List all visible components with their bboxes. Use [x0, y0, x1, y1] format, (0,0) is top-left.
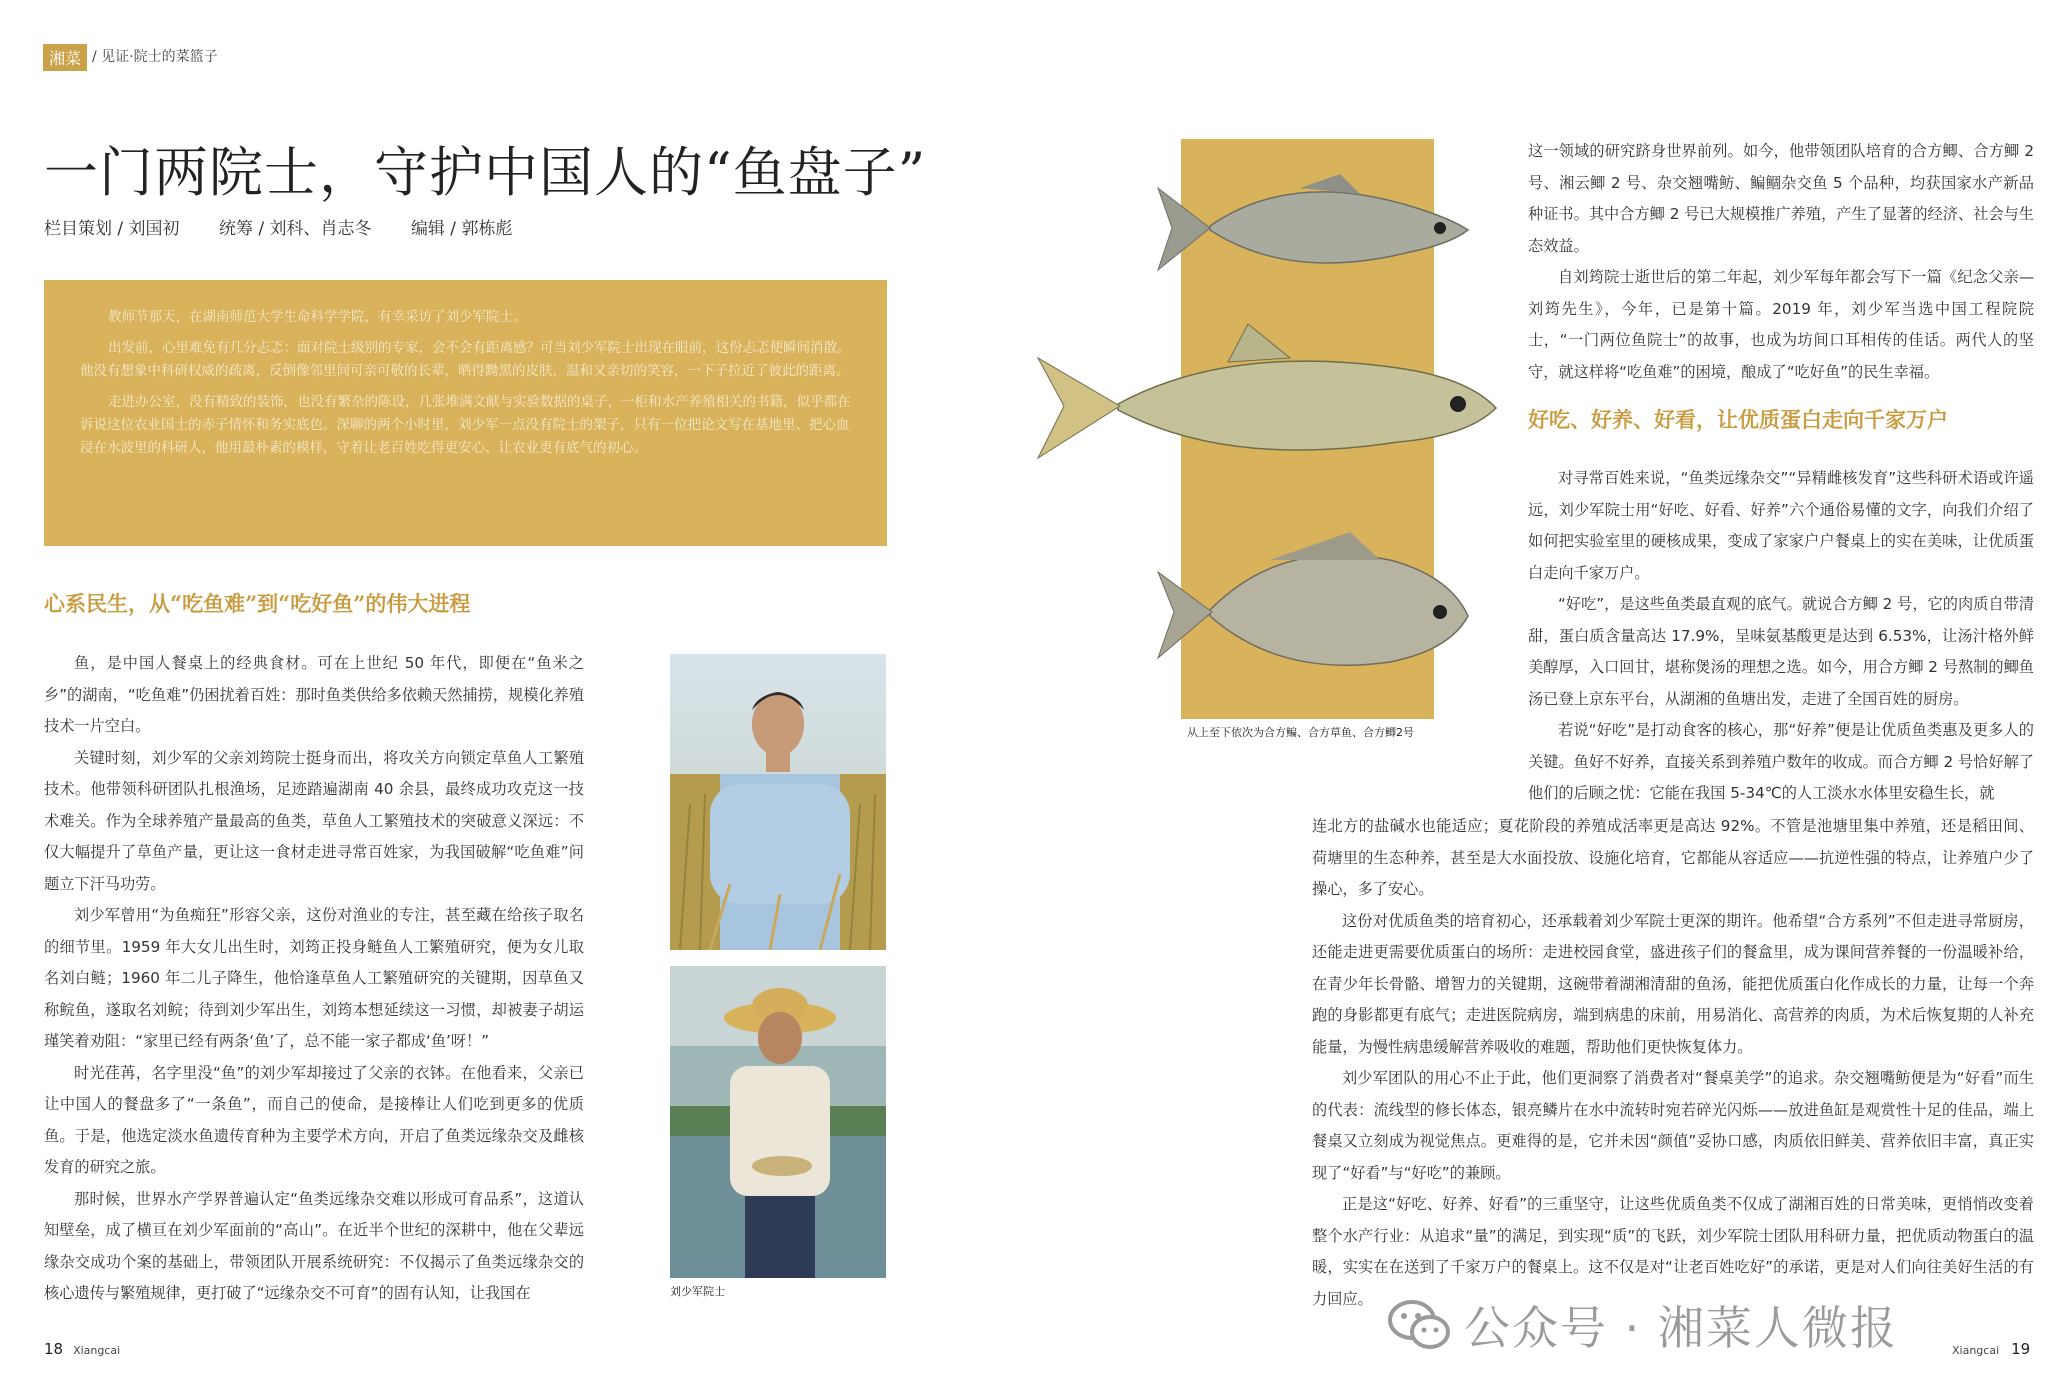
page-number-left: 18 [44, 1340, 64, 1358]
body-paragraph: “好吃”，是这些鱼类最直观的底气。就说合方鲫 2 号，它的肉质自带清甜，蛋白质含量高达 17.9%，呈味氨基酸更是达到 6.53%，让汤汁格外鲜美醇厚，入口回甘，堪称煲汤的理想之选。如今，用合方鲫 2 号熬制的鲫鱼汤已登上京东平台，从湖湘的鱼塘出发，走进了全国百姓的厨房。 [1528, 595, 2034, 708]
intro-paragraph: 出发前，心里难免有几分忐忑：面对院士级别的专家，会不会有距离感？可当刘少军院士出现在眼前，这份忐忑便瞬间消散。他没有想象中科研权威的疏离，反倒像邻里间可亲可敬的长辈，晒得黝黑的皮肤，温和又亲切的笑容，一下子拉近了彼此的距离。 [80, 340, 851, 379]
body-paragraph: 刘少军团队的用心不止于此，他们更洞察了消费者对“餐桌美学”的追求。杂交翘嘴鲂便是为“好看”而生的代表：流线型的修长体态，银亮鳞片在水中流转时宛若碎光闪烁——放进鱼缸是观赏性十足的佳品，端上餐桌又立刻成为视觉焦点。更难得的是，它并未因“颜值”妥协口感，肉质依旧鲜美、营养依旧丰富，真正实现了“好看”与“好吃”的兼顾。 [1312, 1069, 2034, 1182]
intro-paragraph: 教师节那天，在湖南师范大学生命科学学院，有幸采访了刘少军院士。 [108, 309, 527, 325]
fish-hefang-grass-carp [1028, 318, 1508, 488]
intro-paragraph: 走进办公室，没有精致的装饰，也没有繁杂的陈设，几张堆满文献与实验数据的桌子，一柜和水产养殖相关的书籍，似乎都在诉说这位农业国士的赤子情怀和务实底色。深聊的两个小时里，刘少军一点没有院士的架子，只有一位把论文写在基地里、把心血浸在水波里的科研人，他用最朴素的模样，守着让老百姓吃得更安心、让农业更有底气的初心。 [80, 394, 851, 456]
body-paragraph: 这一领域的研究跻身世界前列。如今，他带领团队培育的合方鲫、合方鲫 2 号、湘云鲫 2 号、杂交翘嘴鲂、鳊鲴杂交鱼 5 个品种，均获国家水产新品种证书。其中合方鲫 2 号已大规模推广养殖，产生了显著的经济、社会与生态效益。 [1528, 142, 2034, 255]
fish-caption: 从上至下依次为合方鳊、合方草鱼、合方鲫2号 [1187, 726, 1414, 739]
body-paragraph: 刘少军曾用“为鱼痴狂”形容父亲，这份对渔业的专注，甚至藏在给孩子取名的细节里。1959 年大女儿出生时，刘筠正投身鲢鱼人工繁殖研究，便为女儿取名刘白鲢；1960 年二儿子降生，他恰逢草鱼人工繁殖研究的关键期，因草鱼又称鲩鱼，遂取名刘鲩；待到刘少军出生，刘筠本想延续这一习惯，却被妻子胡运瑾笑着劝阻：“家里已经有两条‘鱼’了，总不能一家子都成‘鱼’呀！” [44, 906, 584, 1050]
body-paragraph: 对寻常百姓来说，“鱼类远缘杂交”“异精雌核发育”这些科研术语或许遥远，刘少军院士用“好吃、好看、好养”六个通俗易懂的文字，向我们介绍了如何把实验室里的硬核成果，变成了家家户户餐桌上的实在美味，让优质蛋白走向千家万户。 [1528, 469, 2034, 582]
wechat-icon [1388, 1298, 1452, 1352]
article-title: 一门两院士，守护中国人的“鱼盘子” [44, 141, 927, 204]
watermark-text: 公众号 · 湘菜人微报 [1464, 1301, 1898, 1355]
body-paragraph: 鱼，是中国人餐桌上的经典食材。可在上世纪 50 年代，即便在“鱼米之乡”的湖南，“吃鱼难”仍困扰着百姓：那时鱼类供给多依赖天然捕捞，规模化养殖技术一片空白。 [44, 654, 584, 735]
body-paragraph: 正是这“好吃、好养、好看”的三重坚守，让这些优质鱼类不仅成了湖湘百姓的日常美味，更悄悄改变着整个水产行业：从追求“量”的满足，到实现“质”的飞跃，刘少军院士团队用科研力量，把优质动物蛋白的温暖，实实在在送到了千家万户的餐桌上。这不仅是对“让老百姓吃好”的承诺，更是对人们向往美好生活的有力回应。 [1312, 1195, 2034, 1308]
fish-hefang-crucian-2 [1150, 520, 1480, 680]
body-paragraph: 若说“好吃”是打动食客的核心，那“好养”便是让优质鱼类惠及更多人的关键。鱼好不好养，直接关系到养殖户数年的收成。而合方鲫 2 号恰好解了他们的后顾之忧：它能在我国 5-34℃的人工淡水水体里安稳生长，就 [1528, 721, 2034, 802]
right-text-column-wide [1312, 811, 2034, 1315]
body-paragraph: 时光荏苒，名字里没“鱼”的刘少军却接过了父亲的衣钵。在他看来，父亲已让中国人的餐盘多了“一条鱼”，而自己的使命，是接棒让人们吃到更多的优质鱼。于是，他选定淡水鱼遗传育种为主要学术方向，开启了鱼类远缘杂交及雌核发育的研究之旅。 [44, 1063, 584, 1176]
section-badge: 湘菜 [43, 44, 87, 71]
magazine-name-right: Xiangcai [1952, 1344, 2000, 1357]
credit-planner: 栏目策划 / 刘国初 [44, 219, 180, 239]
intro-box [44, 280, 887, 546]
section-heading-1: 心系民生，从“吃鱼难”到“吃好鱼”的伟大进程 [44, 591, 471, 616]
page-number-right: 19 [2011, 1340, 2031, 1358]
photo-caption: 刘少军院士 [670, 1285, 725, 1298]
article-credits [44, 214, 546, 239]
left-text-column [44, 648, 584, 1310]
body-paragraph: 这份对优质鱼类的培育初心，还承载着刘少军院士更深的期许。他希望“合方系列”不但走进寻常厨房，还能走进更需要优质蛋白的场所：走进校园食堂，盛进孩子们的餐盒里，成为课间营养餐的一份温暖补给，在青少年长骨骼、增智力的关键期，这碗带着湖湘清甜的鱼汤，能把优质蛋白化作成长的力量，让每一个奔跑的身影都更有底气；走进医院病房，端到病患的床前，用易消化、高营养的肉质，为术后恢复期的人补充能量，为慢性病患缓解营养吸收的难题，帮助他们更快恢复体力。 [1312, 911, 2034, 1056]
photo-academician-field [670, 654, 886, 950]
body-paragraph: 自刘筠院士逝世后的第二年起，刘少军每年都会写下一篇《纪念父亲—刘筠先生》，今年，已是第十篇。2019 年，刘少军当选中国工程院院士，“一门两位鱼院士”的故事，也成为坊间口耳相传的佳话。两代人的坚守，就这样将“吃鱼难”的困境，酿成了“吃好鱼”的民生幸福。 [1528, 268, 2034, 381]
right-text-column-mid [1528, 463, 2034, 810]
magazine-name-left: Xiangcai [73, 1344, 121, 1357]
credit-editor: 编辑 / 郭栋彪 [410, 219, 513, 239]
right-text-column-top [1528, 136, 2034, 388]
body-paragraph: 那时候，世界水产学界普遍认定“鱼类远缘杂交难以形成可育品系”，这道认知壁垒，成了横亘在刘少军面前的“高山”。在近半个世纪的深耕中，他在父辈远缘杂交成功个案的基础上，带领团队开展系统研究：不仅揭示了鱼类远缘杂交的核心遗传与繁殖规律，更打破了“远缘杂交不可育”的固有认知，让我国在 [44, 1189, 584, 1302]
body-paragraph: 连北方的盐碱水也能适应；夏花阶段的养殖成活率更是高达 92%。不管是池塘里集中养殖，还是稻田间、荷塘里的生态种养，甚至是大水面投放、设施化培育，它都能从容适应——抗逆性强的特点，让养殖户少了操心，多了安心。 [1312, 817, 2034, 898]
left-page-footer [44, 1340, 120, 1358]
watermark [1388, 1292, 1898, 1358]
section-heading-2: 好吃、好养、好看，让优质蛋白走向千家万户 [1528, 407, 1948, 432]
fish-hefang-bream [1150, 170, 1480, 286]
body-paragraph: 关键时刻，刘少军的父亲刘筠院士挺身而出，将攻关方向锁定草鱼人工繁殖技术。他带领科研团队扎根渔场，足迹踏遍湖南 40 余县，最终成功攻克这一技术难关。作为全球养殖产量最高的鱼类，草鱼人工繁殖技术的突破意义深远：不仅大幅提升了草鱼产量，更让这一食材走进寻常百姓家，为我国破解“吃鱼难”问题立下汗马功劳。 [44, 748, 584, 893]
right-page-footer [1952, 1340, 2030, 1358]
credit-coordinator: 统筹 / 刘科、肖志冬 [218, 219, 372, 239]
section-path: / 见证·院士的菜篮子 [92, 49, 218, 65]
photo-academician-fish [670, 966, 886, 1278]
